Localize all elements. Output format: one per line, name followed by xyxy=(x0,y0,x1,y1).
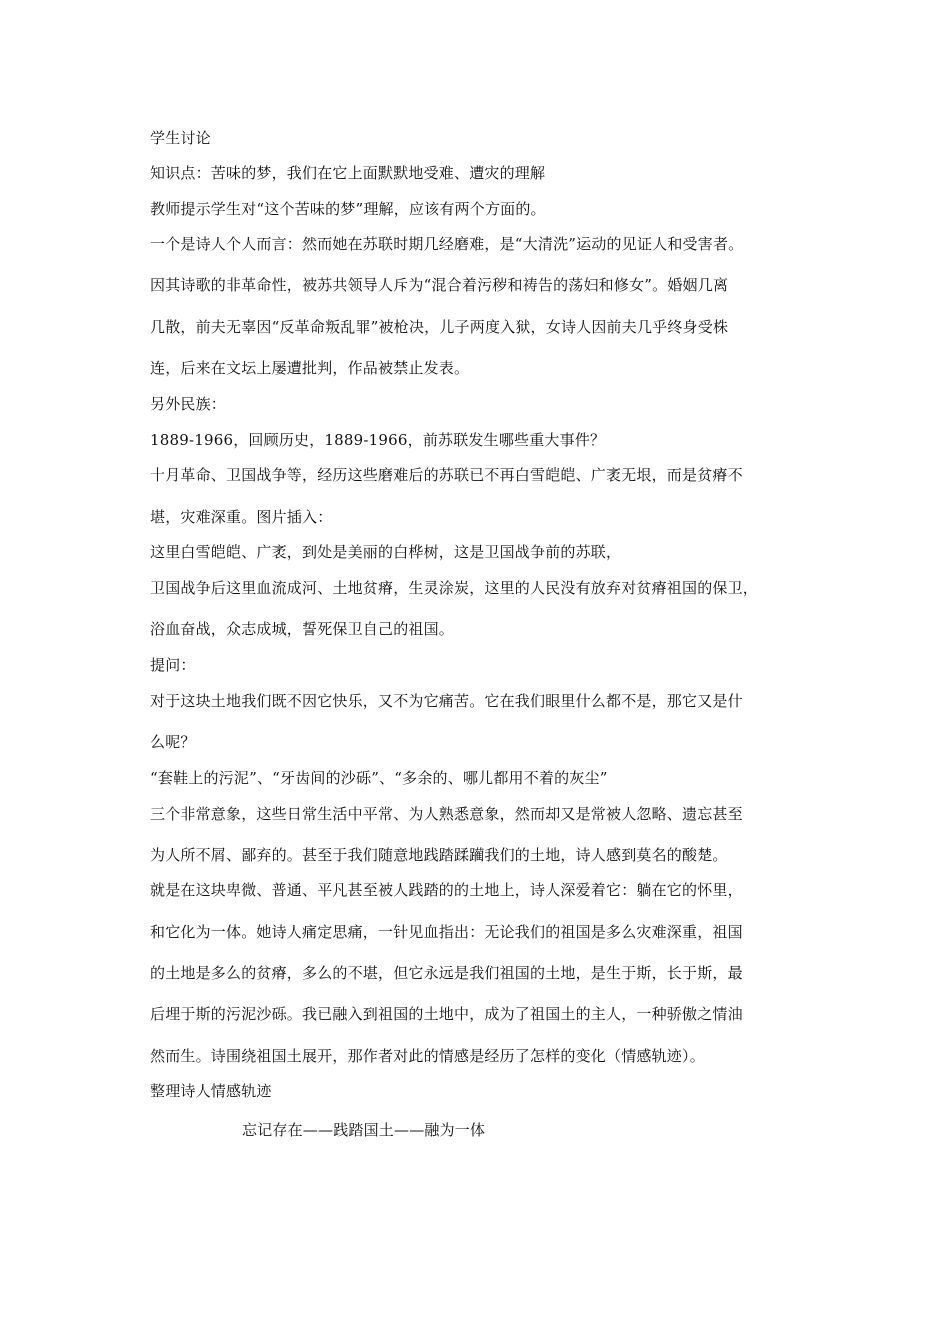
paragraph-line: 教师提示学生对“这个苦味的梦”理解，应该有两个方面的。 xyxy=(150,200,546,218)
paragraph-line: 浴血奋战，众志成城，誓死保卫自己的祖国。 xyxy=(150,620,455,638)
paragraph-line: 连，后来在文坛上屡遭批判，作品被禁止发表。 xyxy=(150,359,470,377)
section-label: 整理诗人情感轨迹 xyxy=(150,1082,272,1100)
paragraph-line: 卫国战争后这里血流成河、土地贫瘠，生灵涂炭，这里的人民没有放弃对贫瘠祖国的保卫， xyxy=(150,579,759,597)
paragraph-line: 后埋于斯的污泥沙砾。我已融入到祖国的土地中，成为了祖国土的主人，一种骄傲之情油 xyxy=(150,1005,743,1023)
paragraph-line: 这里白雪皑皑、广袤，到处是美丽的白桦树，这是卫国战争前的苏联， xyxy=(150,543,622,561)
paragraph-line: 三个非常意象，这些日常生活中平常、为人熟悉意象，然而却又是常被人忽略、遗忘甚至 xyxy=(150,805,743,823)
paragraph-line: 因其诗歌的非革命性，被苏共领导人斥为“混合着污秽和祷告的荡妇和修女”。婚姻几离 xyxy=(150,276,729,294)
paragraph-line: 一个是诗人个人而言：然而她在苏联时期几经磨难，是“大清洗”运动的见证人和受害者。 xyxy=(150,235,744,253)
paragraph-line: 然而生。诗围绕祖国土展开，那作者对此的情感是经历了怎样的变化（情感轨迹）。 xyxy=(150,1047,705,1065)
paragraph-line: 十月革命、卫国战争等，经历这些磨难后的苏联已不再白雪皑皑、广袤无垠，而是贫瘠不 xyxy=(150,466,743,484)
heading-student-discussion: 学生讨论 xyxy=(150,129,211,147)
paragraph-line: 的土地是多么的贫瘠，多么的不堪，但它永远是我们祖国的土地，是生于斯，长于斯，最 xyxy=(150,964,743,982)
paragraph-line: 1889-1966，回顾历史，1889-1966，前苏联发生哪些重大事件？ xyxy=(150,431,606,449)
paragraph-line: 为人所不屑、鄙弃的。甚至于我们随意地践踏蹂躏我们的土地，诗人感到莫名的酸楚。 xyxy=(150,846,728,864)
paragraph-line: 就是在这块卑微、普通、平凡甚至被人践踏的的土地上，诗人深爱着它：躺在它的怀里， xyxy=(150,881,743,899)
emotion-trajectory: 忘记存在——践踏国土——融为一体 xyxy=(242,1121,486,1139)
paragraph-line: 么呢？ xyxy=(150,733,196,751)
section-label: 提问： xyxy=(150,656,196,674)
section-label: 另外民族： xyxy=(150,395,227,413)
paragraph-line: 和它化为一体。她诗人痛定思痛，一针见血指出：无论我们的祖国是多么灾难深重，祖国 xyxy=(150,923,743,941)
paragraph-line: 堪，灾难深重。图片插入： xyxy=(150,508,333,526)
paragraph-line: 对于这块土地我们既不因它快乐，又不为它痛苦。它在我们眼里什么都不是，那它又是什 xyxy=(150,692,743,710)
paragraph-line: 几散，前夫无辜因“反革命叛乱罪”被枪决，儿子两度入狱，女诗人因前夫几乎终身受株 xyxy=(150,318,729,336)
quoted-images: “套鞋上的污泥”、“牙齿间的沙砾”、“多余的、哪儿都用不着的灰尘” xyxy=(150,769,608,787)
knowledge-point: 知识点：苦味的梦，我们在它上面默默地受难、遭灾的理解 xyxy=(150,164,546,182)
